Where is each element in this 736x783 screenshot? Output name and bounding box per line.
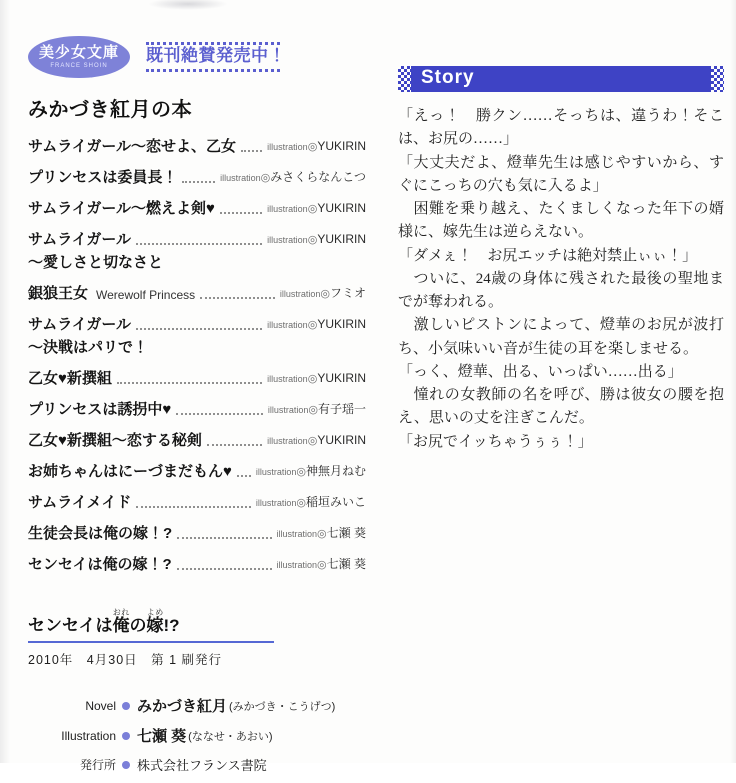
book-title: 銀狼王女 bbox=[28, 285, 89, 302]
story-paragraph: 「えっ！ 勝クン……そっちは、違うわ！そこは、お尻の……」 bbox=[398, 108, 724, 148]
credit-label: illustration bbox=[267, 436, 308, 446]
dotted-leader bbox=[176, 413, 263, 415]
book-credit bbox=[280, 284, 366, 303]
artist-name: YUKIRIN bbox=[317, 201, 366, 215]
story-heading: Story bbox=[421, 67, 475, 88]
page-edge-shadow-left bbox=[0, 0, 10, 763]
book-credit bbox=[267, 199, 366, 218]
book-row bbox=[28, 491, 366, 512]
credit-label: illustration bbox=[255, 498, 297, 508]
book-row bbox=[28, 553, 366, 574]
book-title: センセイは俺の嫁！? bbox=[28, 556, 172, 573]
book-row bbox=[28, 282, 366, 303]
left-column bbox=[28, 36, 366, 584]
credit-symbol: ◎ bbox=[296, 497, 306, 509]
promo-text: 既刊絶賛発売中！ bbox=[146, 46, 286, 66]
credit-row-label: Novel bbox=[85, 698, 116, 713]
artist-name: 稲垣みいこ bbox=[305, 495, 366, 509]
dotted-leader bbox=[136, 506, 250, 508]
story-paragraph: 「ダメぇ！ お尻エッチは絶対禁止ぃぃ！」 bbox=[398, 247, 698, 264]
credit-symbol: ◎ bbox=[307, 203, 318, 215]
story-paragraph: 「大丈夫だよ、燈華先生は感じやすいから、すぐにこっちの穴も気に入るよ」 bbox=[398, 154, 724, 194]
logo-title: 美少女文庫 bbox=[38, 44, 119, 62]
book-credit bbox=[267, 369, 366, 388]
artist-name: 有子瑶一 bbox=[317, 402, 366, 416]
credit-symbol: ◎ bbox=[307, 319, 318, 331]
credit-symbol: ◎ bbox=[296, 466, 306, 478]
booklist-heading: みかづき紅月の本 bbox=[28, 99, 192, 121]
credit-row-reading: (ななせ・あおい) bbox=[188, 730, 273, 743]
credit-row-reading: (みかづき・こうげつ) bbox=[229, 700, 336, 713]
book-row bbox=[28, 228, 366, 272]
credit-label: illustration bbox=[267, 405, 309, 415]
book-list bbox=[28, 135, 366, 574]
book-title: お姉ちゃんはにーづまだもん♥ bbox=[28, 463, 232, 480]
credit-symbol: ◎ bbox=[260, 172, 271, 184]
credit-label: illustration bbox=[267, 235, 308, 245]
credit-label: illustration bbox=[276, 529, 318, 539]
dotted-leader bbox=[237, 475, 251, 477]
book-credit bbox=[256, 462, 366, 481]
bullet-icon bbox=[122, 702, 130, 710]
checker-pattern-right bbox=[711, 66, 724, 92]
book-row bbox=[28, 135, 366, 156]
credit-row bbox=[28, 755, 358, 774]
artist-name: フミオ bbox=[329, 286, 366, 300]
title-kanji: 嫁 bbox=[146, 616, 164, 635]
credit-row-label: 発行所 bbox=[79, 758, 116, 772]
book-row bbox=[28, 429, 366, 450]
credit-label: illustration bbox=[267, 320, 308, 330]
book-subtitle: ～愛しさと切なさと bbox=[28, 254, 164, 271]
story-paragraph: ついに、24歳の身体に残された最後の聖地までが奪われる。 bbox=[398, 270, 724, 310]
artist-name: みさくらなんこつ bbox=[270, 170, 366, 184]
title-ruby-yome bbox=[146, 608, 164, 635]
book-credit bbox=[256, 493, 366, 512]
credit-label: illustration bbox=[279, 289, 321, 299]
bishoujo-bunko-logo-icon bbox=[28, 36, 130, 78]
promo-banner bbox=[146, 42, 286, 72]
book-credit bbox=[268, 400, 366, 419]
title-kanji: 俺 bbox=[112, 616, 130, 635]
title-furigana: よめ bbox=[146, 608, 164, 617]
credit-label: illustration bbox=[267, 204, 308, 214]
artist-name: YUKIRIN bbox=[317, 139, 366, 153]
credit-symbol: ◎ bbox=[317, 559, 327, 571]
bullet-icon bbox=[122, 761, 130, 769]
checker-pattern-left bbox=[398, 66, 411, 92]
credit-row bbox=[28, 725, 358, 746]
story-header-bar bbox=[398, 66, 724, 92]
story-paragraph: 「お尻でイッちゃうぅぅ！」 bbox=[398, 433, 593, 450]
book-title: プリンセスは誘拐中♥ bbox=[28, 401, 172, 418]
book-subtitle-en: Werewolf Princess bbox=[96, 288, 196, 302]
credit-row-name: 株式会社フランス書院 bbox=[137, 758, 267, 773]
dotted-leader bbox=[136, 328, 262, 330]
book-subtitle: ～決戦はパリで！ bbox=[28, 339, 149, 356]
artist-name: 七瀬 葵 bbox=[326, 526, 366, 540]
dotted-leader bbox=[177, 568, 272, 570]
scan-artifact bbox=[148, 0, 228, 10]
dotted-leader bbox=[182, 181, 215, 183]
artist-name: YUKIRIN bbox=[317, 232, 366, 246]
dotted-leader bbox=[136, 243, 262, 245]
book-row bbox=[28, 166, 366, 187]
credit-symbol: ◎ bbox=[307, 373, 318, 385]
story-text bbox=[398, 105, 724, 454]
artist-name: YUKIRIN bbox=[317, 317, 366, 331]
book-title: 生徒会長は俺の嫁！? bbox=[28, 525, 173, 542]
title-mid: の bbox=[129, 616, 147, 635]
title-prefix: センセイは bbox=[28, 616, 113, 635]
artist-name: 神無月ねむ bbox=[305, 464, 366, 478]
colophon-title bbox=[28, 608, 358, 636]
credit-symbol: ◎ bbox=[307, 435, 318, 447]
logo-subtitle: FRANCE SHOIN bbox=[50, 62, 108, 69]
book-row bbox=[28, 197, 366, 218]
credit-row-label: Illustration bbox=[61, 728, 116, 743]
story-paragraph: 「っく、燈華、出る、いっぱい……出る」 bbox=[398, 363, 683, 380]
credit-label: illustration bbox=[267, 142, 308, 152]
book-credit bbox=[267, 230, 366, 249]
book-title: 乙女♥新撰組 bbox=[28, 370, 112, 387]
colophon bbox=[28, 608, 358, 783]
credit-label: illustration bbox=[220, 173, 261, 183]
book-credit bbox=[267, 431, 366, 450]
dotted-leader bbox=[177, 537, 271, 539]
book-title: サムライガール～燃えよ剣♥ bbox=[28, 200, 215, 217]
artist-name: YUKIRIN bbox=[317, 433, 366, 447]
credit-label: illustration bbox=[276, 560, 318, 570]
dotted-leader bbox=[200, 297, 275, 299]
book-credit bbox=[267, 137, 366, 156]
book-credit bbox=[267, 315, 366, 334]
publication-credits bbox=[28, 695, 358, 774]
dotted-leader bbox=[241, 150, 262, 152]
story-section bbox=[398, 66, 724, 454]
story-paragraph: 困難を乗り越え、たくましくなった年下の婿様に、嫁先生は逆らえない。 bbox=[398, 201, 724, 241]
credit-label: illustration bbox=[267, 374, 308, 384]
book-row bbox=[28, 460, 366, 481]
book-title: サムライメイド bbox=[28, 494, 132, 511]
book-title: サムライガール bbox=[28, 316, 132, 333]
book-title: サムライガール bbox=[28, 231, 132, 248]
book-credit bbox=[277, 524, 366, 543]
credit-symbol: ◎ bbox=[307, 234, 318, 246]
book-row bbox=[28, 313, 366, 357]
bullet-icon bbox=[122, 732, 130, 740]
story-paragraph: 憧れの女教師の名を呼び、勝は彼女の腰を抱え、思いの丈を注ぎこんだ。 bbox=[398, 387, 724, 427]
title-ruby-ore bbox=[112, 608, 130, 635]
artist-name: 七瀬 葵 bbox=[326, 557, 366, 571]
page-edge-shadow-right bbox=[730, 0, 736, 763]
credit-symbol: ◎ bbox=[317, 528, 327, 540]
title-rule bbox=[28, 641, 274, 643]
credit-symbol: ◎ bbox=[307, 141, 318, 153]
book-row bbox=[28, 367, 366, 388]
edition-line: 2010年 4月30日 第 1 刷発行 bbox=[28, 653, 223, 667]
title-furigana: おれ bbox=[112, 608, 130, 617]
credit-row-name: 七瀬 葵 bbox=[137, 728, 187, 745]
credit-symbol: ◎ bbox=[308, 404, 318, 416]
dotted-leader bbox=[220, 212, 262, 214]
story-bar-solid bbox=[411, 66, 711, 92]
book-row bbox=[28, 522, 366, 543]
book-title: サムライガール～恋せよ、乙女 bbox=[28, 138, 237, 155]
book-row bbox=[28, 398, 366, 419]
artist-name: YUKIRIN bbox=[317, 371, 366, 385]
promo-dots-bottom bbox=[146, 69, 280, 72]
credit-row-name: みかづき紅月 bbox=[137, 698, 228, 715]
dotted-leader bbox=[117, 382, 262, 384]
story-paragraph: 激しいピストンによって、燈華のお尻が波打ち、小気味いい音が生徒の耳を楽しませる。 bbox=[398, 317, 724, 357]
credit-row bbox=[28, 695, 358, 716]
dotted-leader bbox=[207, 444, 262, 446]
book-title: プリンセスは委員長！ bbox=[28, 169, 178, 186]
book-title: 乙女♥新撰組～恋する秘剣 bbox=[28, 432, 202, 449]
book-credit bbox=[277, 555, 366, 574]
credit-label: illustration bbox=[255, 467, 297, 477]
title-suffix: !? bbox=[163, 616, 180, 635]
credit-symbol: ◎ bbox=[320, 288, 330, 300]
brand-row bbox=[28, 36, 366, 78]
book-credit bbox=[220, 168, 366, 187]
